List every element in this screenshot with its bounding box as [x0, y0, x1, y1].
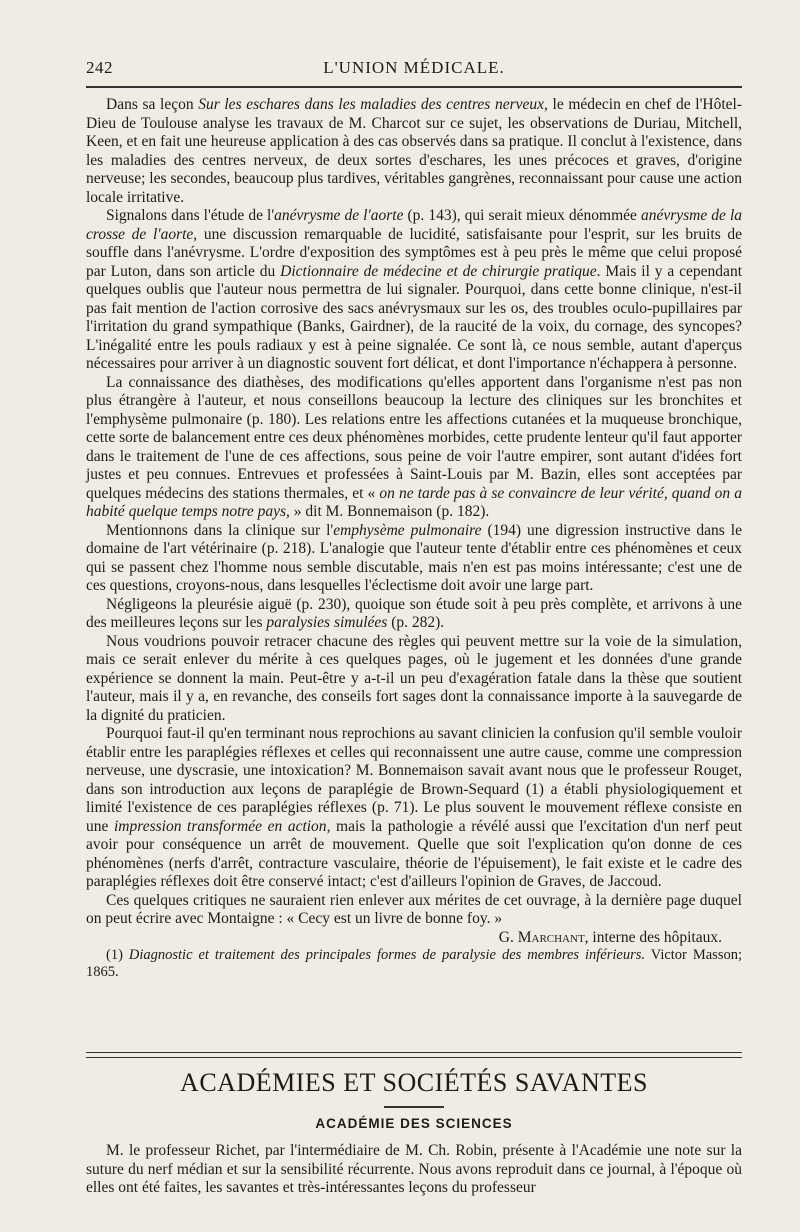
paragraph-text: Ces quelques critiques ne sauraient rien enlever aux mérites de cet ouvrage, à la dernière page duquel on peut écrire avec Montaigne : « Cecy est un livre de bonne foy. »: [86, 891, 742, 927]
page-number: 242: [86, 58, 113, 77]
italic-text: Sur les eschares dans les maladies des centres nerveux: [198, 96, 545, 113]
article-paragraph: [86, 633, 742, 726]
paragraph-text: , mais la pathologie a révélé aussi que l'excitation d'un nerf peut avoir pour conséquence un arrêt de mouvement. Quelle que soit l'explication qu'on donne de ces phénomènes (nerfs d'arrêt, contracture vasculaire, théorie de l'épuisement), le fait existe et le cadre des paraplégies réflexes doit être conservé intact; c'est d'ailleurs l'opinion de Graves, de Jaccoud.: [86, 817, 742, 890]
signature-role: , interne des hôpitaux.: [584, 928, 722, 946]
page-header: [86, 52, 742, 86]
subsection-title: ACADÉMIE DES SCIENCES: [315, 1116, 513, 1131]
italic-text: Dictionnaire de médecine et de chirurgie pratique: [280, 262, 597, 280]
italic-text: anévrysme de la crosse de l'aorte: [86, 207, 742, 243]
paragraph-text: (p. 282).: [387, 614, 445, 631]
author-signature: [86, 929, 742, 948]
article-body: [86, 96, 742, 981]
footnote-marker: (1): [106, 947, 129, 963]
paragraph-text: Signalons dans l'étude de l': [106, 207, 275, 224]
article-paragraph: [86, 892, 742, 929]
footnote-title: Diagnostic et traitement des principales formes de paralysie des membres inférieurs.: [128, 947, 646, 963]
article-paragraph: [86, 96, 742, 207]
signature-initial: G.: [498, 928, 518, 946]
section-divider: [86, 1052, 742, 1058]
section-paragraph: M. le professeur Richet, par l'intermédiaire de M. Ch. Robin, présente à l'Académie une note sur la suture du nerf médian et sur la sensibilité récurrente. Nous avons reproduit dans ce journal, à l'époque où elles ont été faites, les savantes et très-intéressantes leçons du professeur: [86, 1142, 742, 1196]
article-paragraph: [86, 596, 742, 633]
paragraph-text: Dans sa leçon: [106, 96, 199, 113]
italic-text: on ne tarde pas à se convaincre de leur vérité, quand on a habité quelque temps notre pays: [86, 484, 742, 520]
paragraph-list: [86, 96, 742, 929]
paragraph-text: Pourquoi faut-il qu'en terminant nous reprochions au savant clinicien la confusion qu'il semble vouloir établir entre les paraplégies réflexes et celles qui reconnaissent une autre cause, comme une compression nerveuse, une dyscrasie, une intoxication? M. Bonnemaison savait avant nous que le professeur Rouget, dans son introduction aux leçons de paraplégie de Brown-Sequard (1) a établi physiologiquement et limité l'existence de ces paraplégies réflexes (p. 71). Le plus souvent le mouvement réflexe consiste en une: [86, 725, 742, 835]
footnote: [86, 947, 742, 981]
paragraph-text: , » dit M. Bonnemaison (p. 182).: [286, 503, 490, 520]
header-rule: [86, 86, 742, 88]
paragraph-text: Mentionnons dans la clinique sur l': [106, 521, 334, 539]
article-paragraph: [86, 207, 742, 374]
italic-text: emphysème pulmonaire: [333, 521, 482, 539]
section-short-rule: [384, 1106, 444, 1108]
paragraph-text: (194) une digression instructive dans le domaine de l'art vétérinaire (p. 218). L'analogie que l'auteur tente d'établir entre ces phénomènes et ceux qui se passent chez l'homme nous semble discutable, mais n'en est pas moins intéressante; c'est une de ces questions, croyons-nous, dans lesquelles l'éclectisme doit avoir une large part.: [86, 521, 742, 594]
paragraph-text: Négligeons la pleurésie aiguë (p. 230), quoique son étude soit à peu près complète, et arrivons à une des meilleures leçons sur les: [86, 595, 742, 631]
paragraph-text: , une discussion remarquable de lucidité, satisfaisante pour l'esprit, sur les bruits de souffle dans l'anévrysme. L'ordre d'exposition des symptômes est à peu près le même que celui proposé par Luton, dans son article du: [86, 225, 742, 280]
section-body: [86, 1142, 742, 1198]
italic-text: paralysies simulées: [266, 614, 388, 631]
section-title: ACADÉMIES ET SOCIÉTÉS SAVANTES: [180, 1068, 648, 1097]
paragraph-text: . Mais il y a cependant quelques oublis que l'auteur nous permettra de lui signaler. Pourquoi, dans cette bonne clinique, n'est-il pas fait mention de l'action corrosive des sacs anévrysmaux sur les os, des troubles oculo-pupillaires par l'irritation du grand sympathique (Banks, Gairdner), de la raucité de la voix, du cornage, des syncopes? L'inégalité entre les pouls radiaux y est à peine signalée. Ce sont là, ce nous semble, autant d'aperçus nécessaires pour arriver à un diagnostic souvent fort délicat, et dont l'importance n'échappera à personne.: [86, 262, 742, 372]
paragraph-text: , le médecin en chef de l'Hôtel-Dieu de Toulouse analyse les travaux de M. Charcot sur ce sujet, les observations de Duriau, Mitchell, Keen, et en fait une heureuse application à des cas observés dans sa pratique. Il conclut à l'existence, dans les maladies des centres nerveux, de deux sortes d'eschares, les unes précoces et graves, d'origine nerveuse; les secondes, beaucoup plus tardives, véritables gangrènes, reconnaissant pour cause une action locale irritative.: [86, 96, 742, 206]
paragraph-text: Nous voudrions pouvoir retracer chacune des règles qui peuvent mettre sur la voie de la simulation, mais ce serait enlever du mérite à ces quelques pages, où le jugement et les données d'une grande expérience se donnent la main. Peut-être y a-t-il un peu d'exagération fatale dans la thèse que soutient l'auteur, mais il y a, en revanche, des conseils fort sages dont la connaissance importe à la sauvegarde de la dignité du praticien.: [86, 632, 742, 724]
article-paragraph: [86, 522, 742, 596]
signature-name: Marchant: [517, 928, 585, 946]
italic-text: anévrysme de l'aorte: [274, 207, 404, 224]
paragraph-text: La connaissance des diathèses, des modifications qu'elles apportent dans l'organisme n'est pas non plus étrangère à l'auteur, et nous conseillons beaucoup la lecture des cliniques sur les bronchites et l'emphysème pulmonaire (p. 180). Les relations entre les affections cutanées et la muqueuse bronchique, cette sorte de balancement entre ces deux phénomènes morbides, cette prudente lenteur qu'il faut apporter dans le traitement de l'une de ces affections, sous peine de voir l'autre empirer, sont autant d'idées fort justes et peu connues. Entrevues et professées à Saint-Louis par M. Bazin, elles sont acceptées par quelques médecins des stations thermales, et «: [86, 373, 742, 502]
footnote-publisher: Victor Masson; 1865.: [86, 947, 742, 980]
running-title: L'UNION MÉDICALE.: [323, 58, 505, 77]
article-paragraph: [86, 725, 742, 892]
italic-text: impression transformée en action: [114, 817, 327, 835]
article-paragraph: [86, 374, 742, 522]
paragraph-text: (p. 143), qui serait mieux dénommée: [403, 207, 641, 224]
